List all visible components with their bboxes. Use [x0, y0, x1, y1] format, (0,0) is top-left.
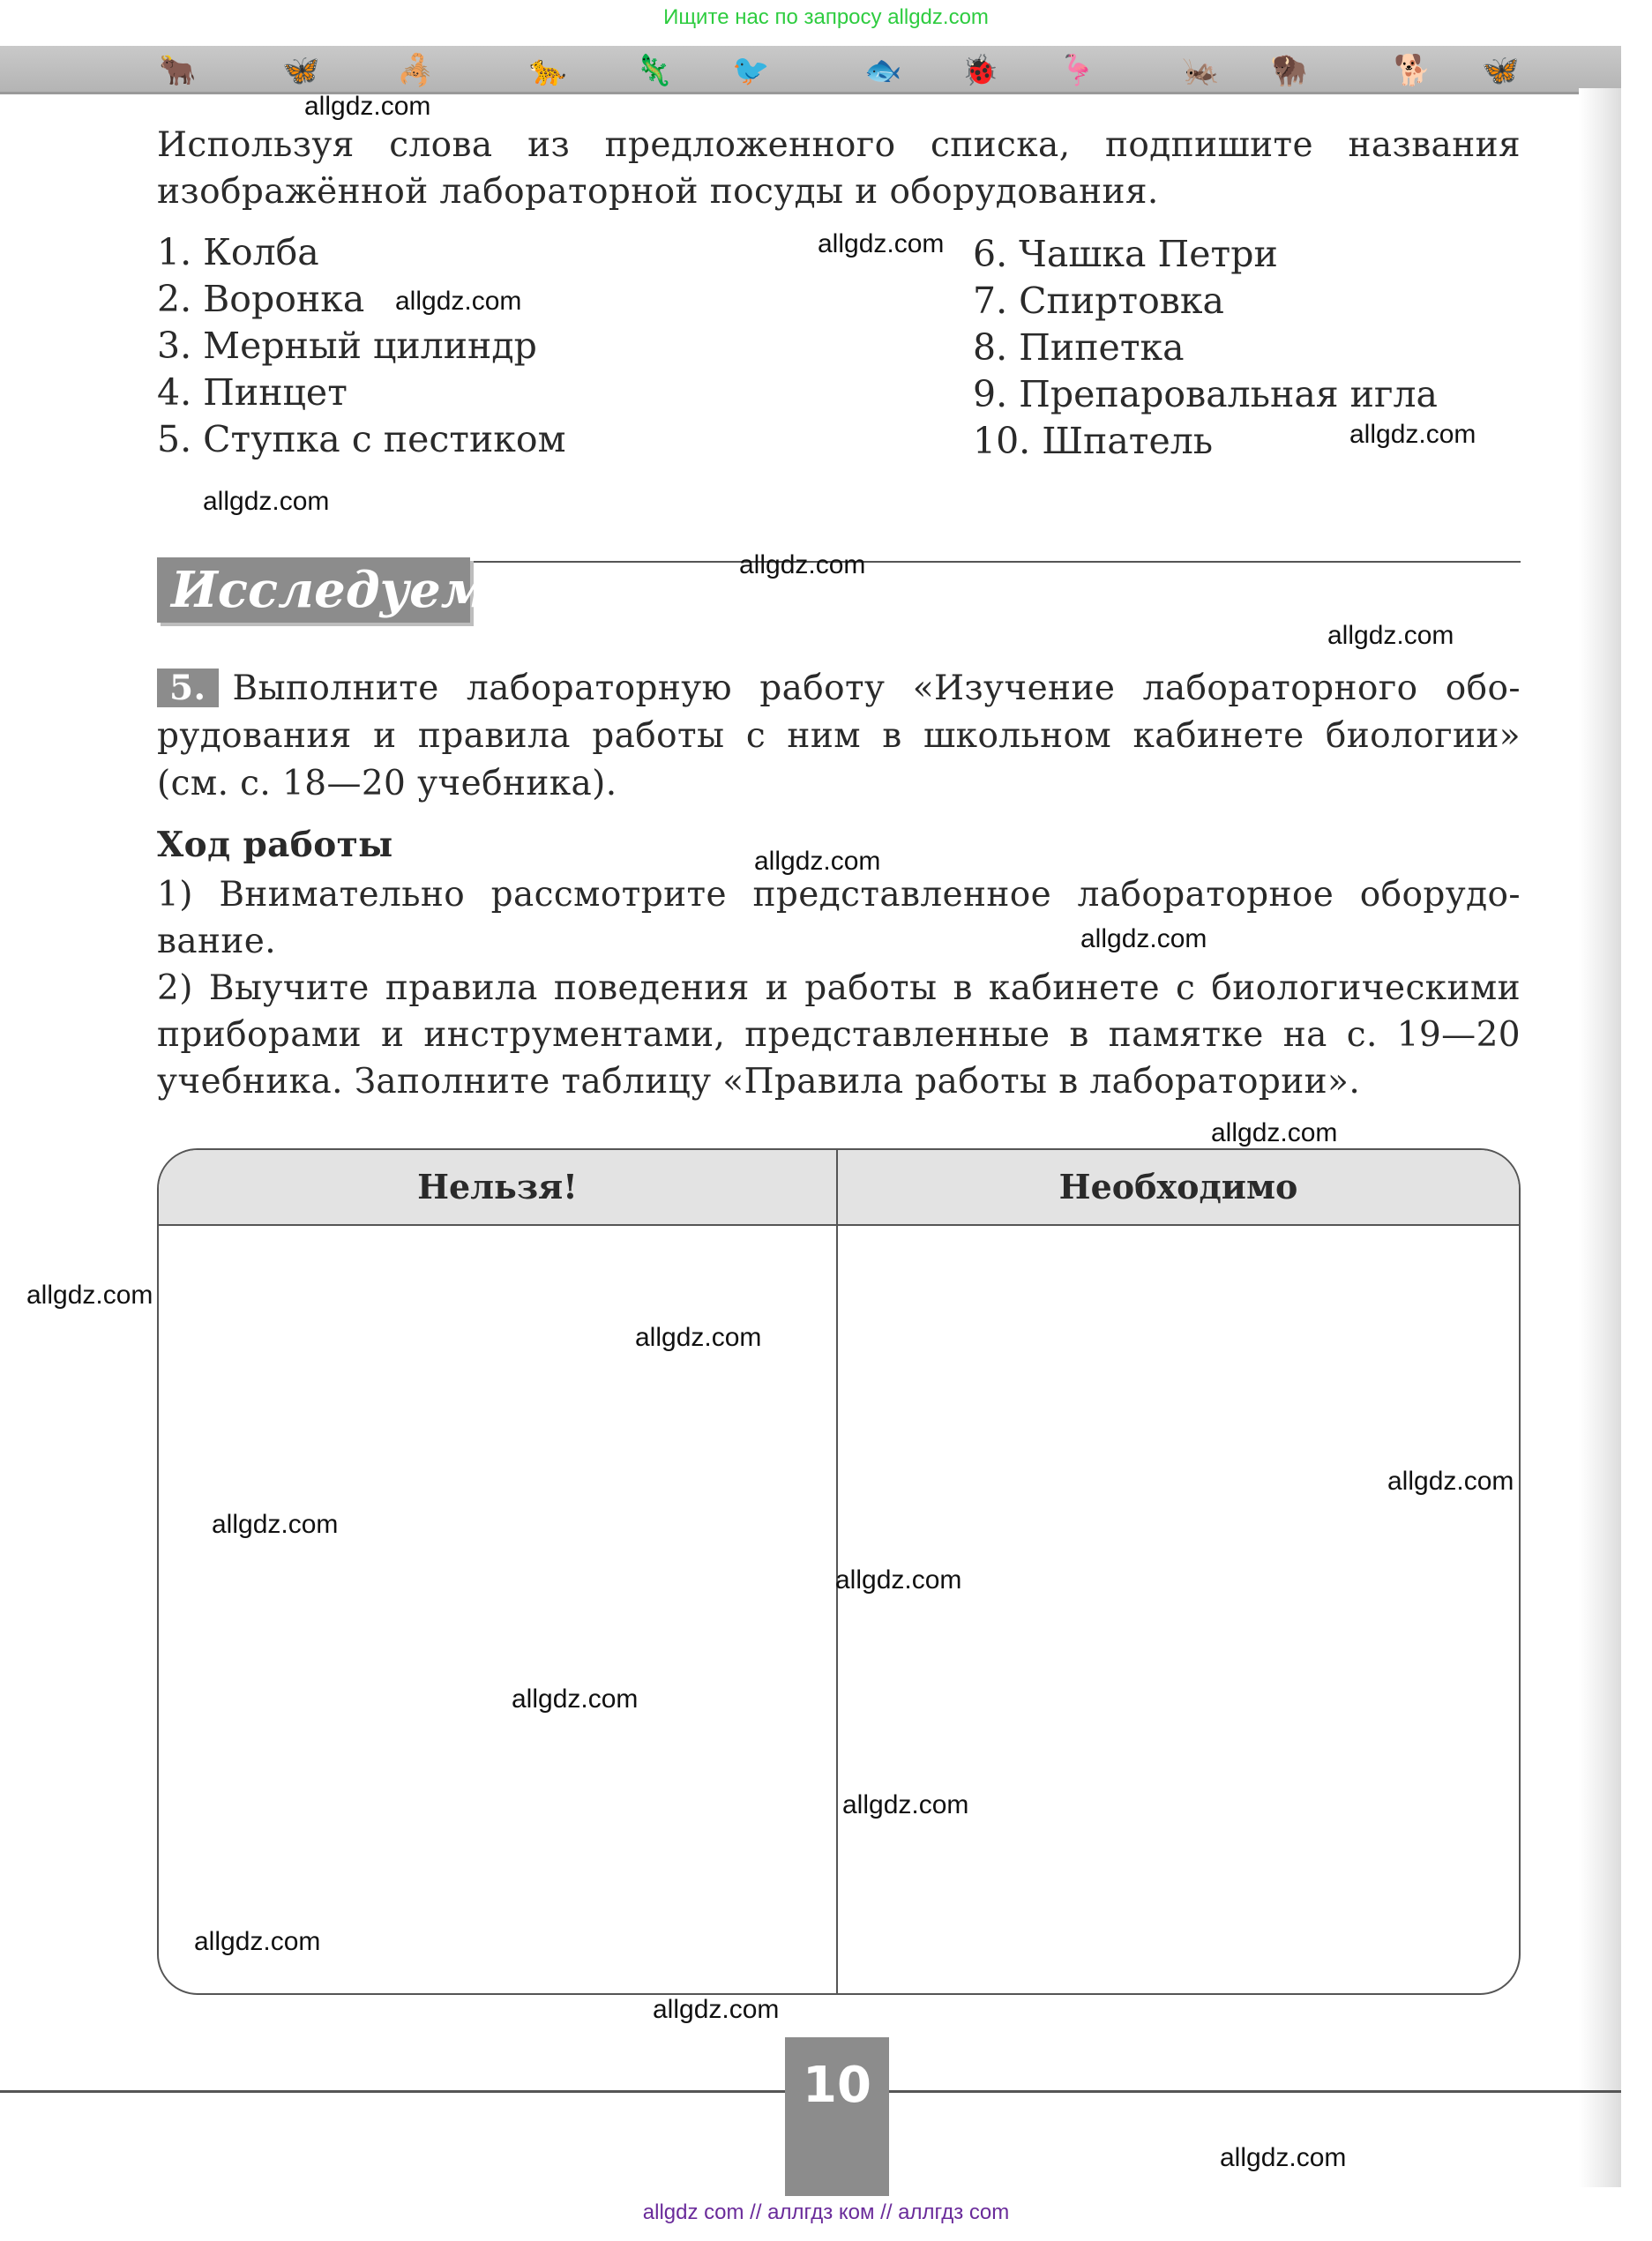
task-line-1: [157, 665, 1521, 712]
column-header-required: Необходимо: [1058, 1167, 1298, 1206]
list-item: 3. Мерный цилиндр: [157, 325, 537, 367]
task-line-3: (см. с. 18—20 учебника).: [157, 764, 617, 803]
animal-silhouette-icon: 🐂: [159, 53, 197, 88]
animal-silhouette-icon: 🦬: [1270, 53, 1308, 88]
page-edge-shadow: [1579, 88, 1621, 2187]
watermark[interactable]: allgdz.com: [203, 487, 330, 516]
watermark[interactable]: allgdz.com: [194, 1927, 321, 1956]
list-item: 7. Спиртовка: [973, 280, 1224, 322]
step-2-line-1: 2) Выучите правила поведения и работы в кабинете с биологическими: [157, 968, 1521, 1008]
step-2-line-3: учебника. Заполните таблицу «Правила работы в лаборатории».: [157, 1062, 1361, 1102]
watermark[interactable]: allgdz.com: [739, 550, 866, 579]
scorpion-icon: 🦂: [397, 53, 435, 88]
list-item: 6. Чашка Петри: [973, 233, 1278, 275]
list-item: 9. Препаровальная игла: [973, 373, 1438, 415]
watermark[interactable]: allgdz.com: [212, 1510, 339, 1539]
butterfly-icon: 🦋: [282, 53, 320, 88]
column-header-forbidden: Нельзя!: [417, 1167, 578, 1206]
decorative-header-strip: [0, 46, 1621, 94]
task-line-2: рудования и правила работы с ним в школьном кабинете биологии»: [157, 716, 1521, 756]
list-item: 2. Воронка: [157, 278, 365, 320]
watermark[interactable]: allgdz.com: [304, 92, 431, 121]
watermark[interactable]: allgdz.com: [653, 1995, 780, 2024]
section-title: Исследуем: [157, 557, 470, 623]
beetle-icon: 🐞: [961, 53, 999, 88]
animal-silhouette-icon: 🐕: [1394, 53, 1431, 88]
watermark[interactable]: allgdz.com: [1080, 924, 1207, 953]
list-item: 5. Ступка с пестиком: [157, 418, 566, 460]
step-2-line-2: приборами и инструментами, представленные в памятке на с. 19—20: [157, 1015, 1521, 1055]
watermark[interactable]: allgdz.com: [754, 847, 881, 876]
task-number-badge: 5.: [157, 669, 219, 707]
required-answer-cell[interactable]: [838, 1226, 1519, 1993]
watermark[interactable]: allgdz.com: [512, 1684, 639, 1714]
list-item: 4. Пинцет: [157, 371, 348, 414]
butterfly-icon: 🦋: [1482, 53, 1520, 88]
bird-icon: 🐦: [732, 53, 770, 88]
watermark[interactable]: allgdz.com: [635, 1323, 762, 1352]
task-text: Выполните лабораторную работу «Изучение лабораторного обо-: [232, 669, 1521, 708]
step-1-line-2: вание.: [157, 922, 277, 961]
watermark[interactable]: allgdz.com: [395, 287, 522, 316]
watermark[interactable]: allgdz.com: [842, 1790, 969, 1819]
watermark[interactable]: allgdz.com: [1220, 2143, 1347, 2172]
list-item: 10. Шпатель: [973, 420, 1214, 462]
animal-silhouette-icon: 🦗: [1182, 53, 1220, 88]
intro-line-1: Используя слова из предложенного списка, подпишите названия: [157, 125, 1521, 165]
fish-icon: 🐟: [864, 53, 902, 88]
bottom-banner[interactable]: allgdz com // аллгдз ком // аллгдз com: [642, 2200, 1010, 2224]
equipment-list-left: [157, 229, 951, 463]
list-item: 1. Колба: [157, 231, 319, 273]
watermark[interactable]: allgdz.com: [26, 1281, 153, 1310]
table-header-row: [159, 1150, 1519, 1226]
watermark[interactable]: allgdz.com: [1387, 1467, 1514, 1496]
intro-line-2: изображённой лабораторной посуды и оборудования.: [157, 172, 1159, 212]
page-number: 10: [785, 2037, 889, 2196]
step-1-line-1: 1) Внимательно рассмотрите представленное лабораторное оборудо-: [157, 875, 1521, 915]
watermark[interactable]: allgdz.com: [1349, 420, 1476, 449]
watermark[interactable]: allgdz.com: [818, 229, 945, 258]
watermark[interactable]: allgdz.com: [1211, 1118, 1338, 1147]
lizard-icon: 🦎: [635, 53, 673, 88]
animal-silhouette-icon: 🐆: [529, 53, 567, 88]
watermark[interactable]: allgdz.com: [1327, 621, 1454, 650]
list-item: 8. Пипетка: [973, 326, 1185, 369]
bird-icon: 🦩: [1058, 53, 1096, 88]
top-banner[interactable]: Ищите нас по запросу allgdz.com: [663, 5, 989, 29]
procedure-heading: Ход работы: [157, 825, 393, 865]
watermark[interactable]: allgdz.com: [835, 1565, 962, 1595]
